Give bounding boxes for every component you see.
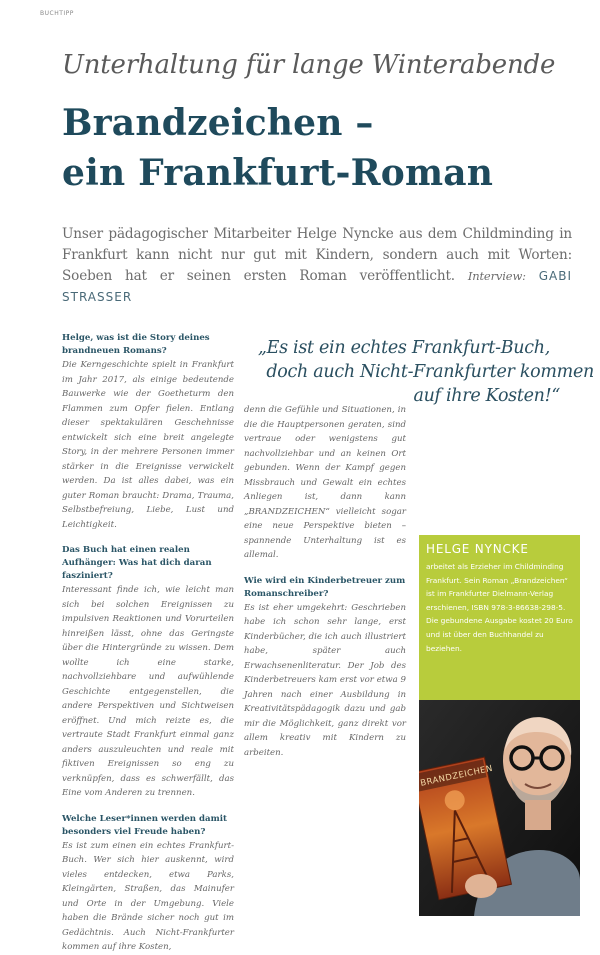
lead-text: Unser pädagogischer Mitarbeiter Helge Nyncke aus dem Childminding in Frankfurt kann nicht nur gut mit Kindern, sondern auch mit Worten: Soeben hat er seinen ersten Roman veröffentlicht.	[62, 226, 572, 284]
answer-1: Die Kerngeschichte spielt in Frankfurt im Jahr 2017, als einige bedeutende Bauwerke wie der Goetheturm den Flammen zum Opfer fielen. Entlang dieser spektakulären Geschehnisse entwickelt sich eine breit angelegte Story, in der mehrere Personen immer stärker in die Ereignisse verwickelt werden. Da ist alles dabei, was ein guter Roman braucht: Drama, Trauma, Selbstbefreiung, Liebe, Lust und Leichtigkeit.	[62, 360, 234, 530]
author-name: HELGE NYNCKE	[426, 542, 529, 556]
answer-3: Es ist zum einen ein echtes Frankfurt-Buch. Wer sich hier auskennt, wird vieles entdecken, etwa Parks, Kleingärten, Straßen, das Mainufer und Orte in der Umgebung. Viele haben die Brände sicher noch gut im Gedächtnis. Auch Nicht-Frankfurter kommen auf ihre Kosten,	[62, 840, 234, 952]
question-3: Welche Leser*innen werden damit besonders viel Freude haben?	[62, 813, 227, 837]
section-label: BUCHTIPP	[40, 10, 74, 17]
interview-column-1	[62, 332, 234, 955]
question-4: Wie wird ein Kinderbetreuer zum Romanschreiber?	[244, 575, 406, 599]
quote-line-1: „Es ist ein echtes Frankfurt-Buch,	[257, 338, 550, 358]
quote-line-2: doch auch Nicht-Frankfurter kommen	[266, 362, 594, 382]
answer-2: Interessant finde ich, wie leicht man sich bei solchen Ereignissen zu impulsiven Reaktionen und Vorurteilen hinreißen lässt, ohne das Geringste über die Hintergründe zu wissen. Dem wollte ich eine starke, nachvollziehbare und aufwühlende Geschichte entgegenstellen, die andere Perspektiven und Sichtweisen eröffnet. Und mich reizte es, die vertraute Stadt Frankfurt einmal ganz anders auszuleuchten und reale mit fiktiven Ereignissen so eng zu verknüpfen, dass es schwerfällt, das Eine vom Anderen zu trennen.	[62, 585, 234, 798]
author-info-box	[419, 535, 580, 700]
article-lead	[62, 224, 572, 308]
author-photo	[419, 700, 580, 916]
interview-column-2	[244, 403, 406, 760]
question-1: Helge, was ist die Story deines brandneuen Romans?	[62, 333, 210, 356]
article-kicker: Unterhaltung für lange Winterabende	[62, 50, 556, 80]
pull-quote	[232, 336, 594, 408]
quote-line-3: auf ihre Kosten!“	[413, 386, 560, 406]
answer-3-continued: denn die Gefühle und Situationen, in die die Hauptpersonen geraten, sind vertraue oder wenigstens gut nachvollziehbar und an keinen Ort gebunden. Wenn der Kampf gegen Missbrauch und Gewalt ein echtes Anliegen ist, dann kann „BRANDZEICHEN“ vielleicht sogar eine neue Perspektive bieten – spannende Unterhaltung ist es allemal.	[244, 405, 406, 560]
title-line-1: Brandzeichen –	[62, 102, 374, 144]
article-title	[62, 98, 493, 198]
lead-author: GABI STRASSER	[62, 269, 573, 304]
question-2: Das Buch hat einen realen Aufhänger: Was hat dich daran fasziniert?	[62, 545, 212, 581]
answer-4: Es ist eher umgekehrt: Geschrieben habe ich schon sehr lange, erst Kinderbücher, die ich auch illustriert habe, später auch Erwachsenenliteratur. Der Job des Kinderbetreuers kam erst vor etwa 9 Jahren nach einer Ausbildung in Kreativitätspädagogik dazu und gab mir die Möglichkeit, ganz direkt vor allem kreativ mit Kindern zu arbeiten.	[244, 602, 406, 758]
author-photo-illustration	[419, 700, 580, 916]
book-cover-title: BRANDZEICHEN	[419, 763, 494, 789]
lead-interview-label: Interview:	[467, 269, 526, 283]
title-line-2: ein Frankfurt-Roman	[62, 152, 494, 194]
author-bio: arbeitet als Erzieher im Childminding Frankfurt. Sein Roman „Brandzeichen“ ist im Frankfurter Dielmann-Verlag erschienen, ISBN 978-3-86638-298-5. Die gebundene Ausgabe kostet 20 Euro und ist über den Buchhandel zu beziehen.	[426, 562, 573, 653]
